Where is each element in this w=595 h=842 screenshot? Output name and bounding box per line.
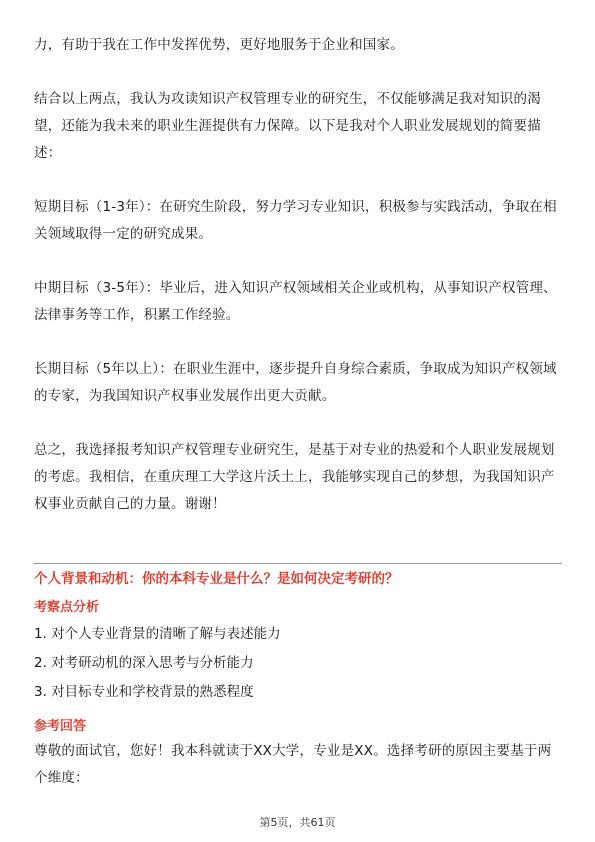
paragraph-long-term-goal: 长期目标（5年以上）：在职业生涯中，逐步提升自身综合素质，争取成为知识产权领域的专家，为我国知识产权事业发展作出更大贡献。 xyxy=(34,361,557,404)
document-body xyxy=(34,32,562,518)
paragraph-mid-term-goal: 中期目标（3-5年）：毕业后，进入知识产权领域相关企业或机构，从事知识产权管理、法律事务等工作，积累工作经验。 xyxy=(34,280,557,323)
paragraph-summary: 结合以上两点，我认为攻读知识产权管理专业的研究生，不仅能够满足我对知识的渴望，还能为我未来的职业生涯提供有力保障。以下是我对个人职业发展规划的简要描述： xyxy=(34,91,541,161)
section-divider xyxy=(34,563,562,564)
answer-heading: 参考回答 xyxy=(34,719,87,734)
page-number: 第5页，共61页 xyxy=(259,816,336,829)
answer-text: 尊敬的面试官，您好！我本科就读于XX大学，专业是XX。选择考研的原因主要基于两个维度： xyxy=(34,743,552,786)
analysis-points-list xyxy=(34,620,281,707)
list-item: 3. 对目标专业和学校背景的熟悉程度 xyxy=(34,684,254,700)
list-item: 2. 对考研动机的深入思考与分析能力 xyxy=(34,655,254,671)
paragraph-conclusion: 总之，我选择报考知识产权管理专业研究生，是基于对专业的热爱和个人职业发展规划的考虑。我相信，在重庆理工大学这片沃土上，我能够实现自己的梦想，为我国知识产权事业贡献自己的力量。谢谢！ xyxy=(34,442,555,512)
answer-block xyxy=(34,738,562,792)
paragraph-intro-tail: 力，有助于我在工作中发挥优势，更好地服务于企业和国家。 xyxy=(34,37,404,53)
question-title: 个人背景和动机：你的本科专业是什么？是如何决定考研的？ xyxy=(34,571,399,587)
list-item: 1. 对个人专业背景的清晰了解与表述能力 xyxy=(34,626,281,642)
analysis-heading: 考察点分析 xyxy=(34,600,100,615)
paragraph-short-term-goal: 短期目标（1-3年）：在研究生阶段，努力学习专业知识，积极参与实践活动，争取在相关领域取得一定的研究成果。 xyxy=(34,199,557,242)
